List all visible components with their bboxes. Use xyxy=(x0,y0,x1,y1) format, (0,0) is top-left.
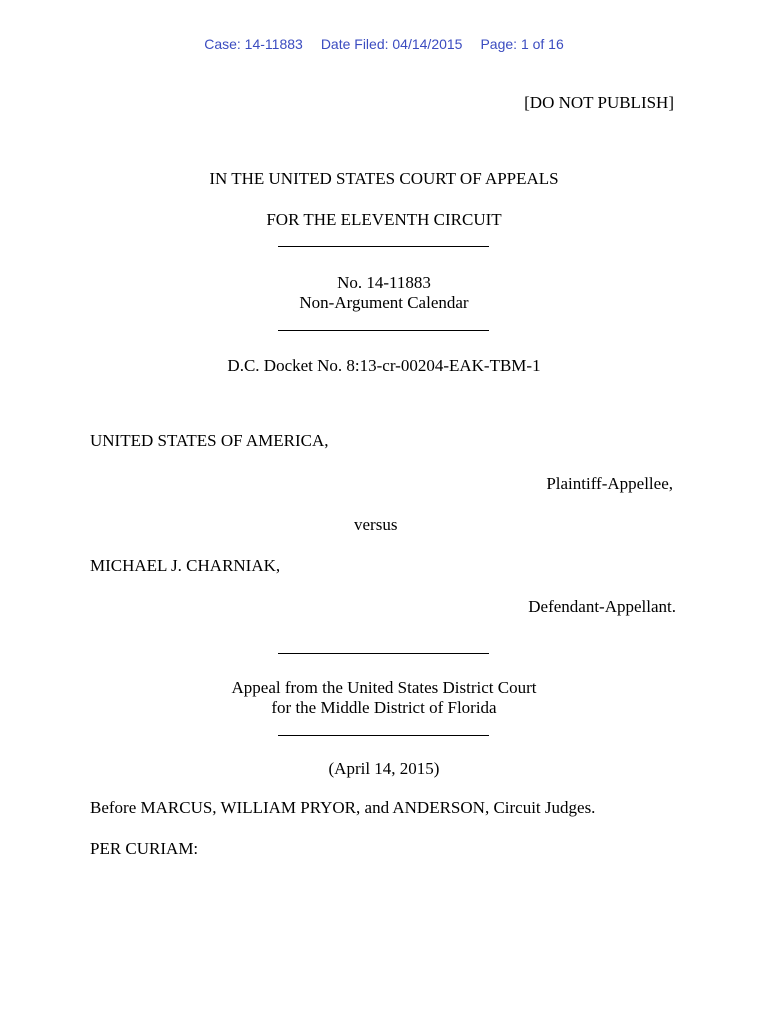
publish-notice: [DO NOT PUBLISH] xyxy=(524,93,674,112)
divider-rule-2 xyxy=(278,330,489,331)
calendar-type: Non-Argument Calendar xyxy=(299,293,469,312)
case-number-header: Case: 14-11883 xyxy=(204,36,303,52)
divider-rule-4 xyxy=(278,735,489,736)
case-number: No. 14-11883 xyxy=(337,273,431,292)
court-name-line2: FOR THE ELEVENTH CIRCUIT xyxy=(266,210,502,229)
divider-rule-3 xyxy=(278,653,489,654)
date-filed-header: Date Filed: 04/14/2015 xyxy=(320,36,463,52)
panel-judges: Before MARCUS, WILLIAM PRYOR, and ANDERSON, Circuit Judges. xyxy=(90,798,596,817)
decision-date: (April 14, 2015) xyxy=(328,759,440,778)
docket-number: D.C. Docket No. 8:13-cr-00204-EAK-TBM-1 xyxy=(227,356,541,375)
per-curiam: PER CURIAM: xyxy=(90,839,199,858)
court-name-line1: IN THE UNITED STATES COURT OF APPEALS xyxy=(209,169,559,188)
defendant-role: Defendant-Appellant. xyxy=(528,597,676,616)
appeal-origin-line2: for the Middle District of Florida xyxy=(271,698,497,717)
divider-rule-1 xyxy=(278,246,489,247)
plaintiff-role: Plaintiff-Appellee, xyxy=(546,474,673,493)
filing-header xyxy=(0,36,768,52)
versus-text: versus xyxy=(354,515,398,534)
page-number-header: Page: 1 of 16 xyxy=(480,36,564,52)
appeal-origin-line1: Appeal from the United States District Court xyxy=(231,678,537,697)
defendant-name: MICHAEL J. CHARNIAK, xyxy=(90,556,281,575)
plaintiff-name: UNITED STATES OF AMERICA, xyxy=(90,431,329,450)
